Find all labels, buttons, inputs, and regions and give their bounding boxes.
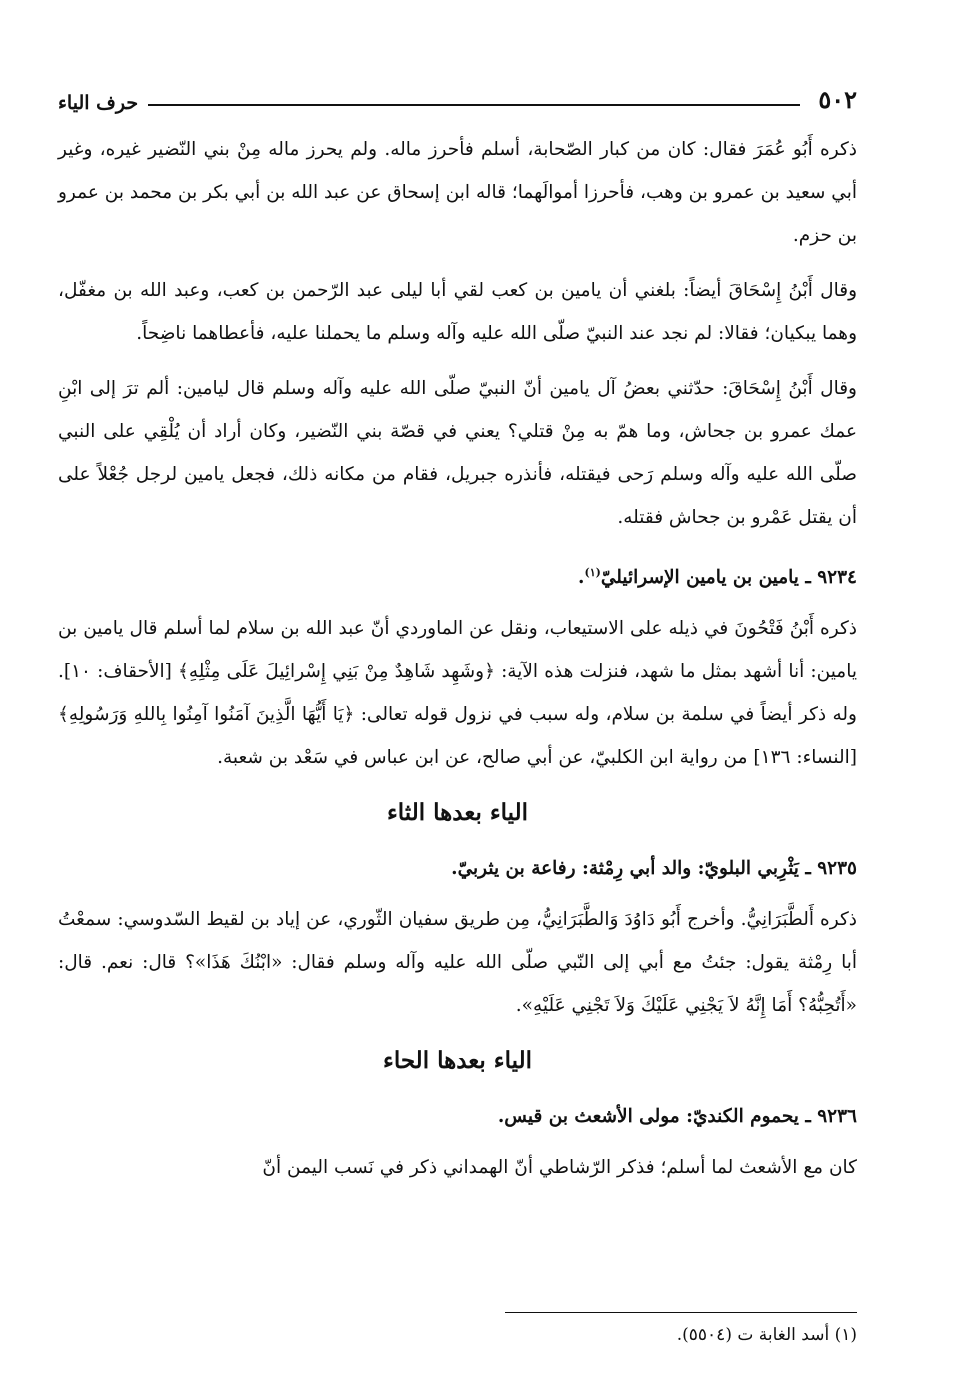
footnote-reference: (١) — [584, 566, 601, 579]
entry-heading-9235: ٩٢٣٥ ـ يَثْرِبي البلويّ: والد أبي رِمْثة: رفاعة بن يثربيّ. — [451, 858, 857, 880]
page-body — [58, 80, 857, 1201]
section-title-ha: الياء بعدها الحاء — [383, 1047, 532, 1075]
entry-text-9234: ذكره أَبْنُ فَتْحُونَ في ذيله على الاستيعاب، ونقل عن الماوردي أنّ عبد الله بن سلام لما أسلم قال يامين بن يامين: أنا أشهد بمثل ما شهد، فنزلت هذه الآية: ﴿وشَهِد شَاهِدٌ مِنْ بَنِي إِسْرائِيلَ عَلَى مِثْلِهِ﴾ [الأحقاف: ١٠]. وله ذكر أيضاً في سلمة بن سلام، وله سبب في نزول قوله تعالى: ﴿يَا أَيُّهَا الَّذِينَ آمَنُوا آمِنُوا بِاللهِ وَرَسُولِهِ﴾ [النساء: ١٣٦] من رواية ابن الكلبيّ، عن أبي صالح، عن ابن عباس في سَعْد بن شعبة. — [58, 618, 857, 769]
paragraph: وقال أَبْنُ إِسْحَاقَ أيضاً: بلغني أن يامين بن كعب لقي أبا ليلى عبد الرّحمن بن كعب، وعبد الله بن مغفّل، وهما يبكيان؛ فقالا: لم نجد عند النبيّ صلّى الله عليه وآله وسلم ما يحملنا عليه، فأعطاهما ناضِحاً. — [58, 280, 857, 344]
footnote-rule — [505, 1312, 857, 1313]
entry-heading-end: . — [578, 567, 585, 589]
page-number: ٥٠٢ — [818, 85, 857, 114]
page-header — [58, 80, 857, 114]
header-rule — [148, 104, 800, 106]
footnote: (١) أسد الغابة ت (٥٥٠٤). — [676, 1325, 857, 1345]
running-title: حرف الياء — [58, 92, 139, 114]
entry-heading-9236: ٩٢٣٦ ـ يحموم الكنديّ: مولى الأشعث بن قيس. — [497, 1106, 857, 1128]
paragraph: وقال أَبْنُ إِسْحَاقَ: حدّثني بعضُ آل يامين أنّ النبيّ صلّى الله عليه وآله وسلم قال ليامين: ألم ترَ إلى ابْنِ عمك عمرو بن جحاش، وما همّ به مِنْ قتلي؟ يعني في قصّة بني النّضير، وكان أراد أن يُلْقِي على النبي صلّى الله عليه وآله وسلم رَحى فيقتله، فأنذره جبريل، فقام من مكانه ذلك، فجعل يامين لرجل جُعْلاً على أن يقتل عَمْرو بن جحاش فقتله. — [58, 378, 857, 528]
paragraph: ذكره أَبُو عُمَرَ فقال: كان من كبار الصّحابة، أسلم فأحرز ماله. ولم يحرز ماله مِنْ بني النّضير غيره، وغير أبي سعيد بن عمرو بن وهب، فأحرزا أموالَهما؛ قاله ابن إسحاق عن عبد الله بن أبي بكر بن محمد بن عمرو بن حزم. — [58, 139, 857, 246]
entry-heading-text: ٩٢٣٤ ـ يامين بن يامين الإسرائيليّ — [600, 567, 857, 589]
entry-text-9236: كان مع الأشعث لما أسلم؛ فذكر الرّشاطي أنّ الهمداني ذكر في نَسب اليمن أنّ — [262, 1157, 857, 1179]
entry-text-9235: ذكره أَلطَّبَرَانِيُّ. وأخرج أَبُو دَاوُدَ وَالطَّبَرَانِيُّ، مِن طريق سفيان الثّوري، عن إياد بن لقيط السّدوسي: سمعْتُ أبا رِمْثة يقول: جئتُ مع أبي إلى النّبي صلّى الله عليه وآله وسلم فقال: «ابْنُكَ هَذَا»؟ قال: نعم. قال: «أَتُحِبُّهُ؟ أَمَا إِنَّهُ لاَ يَجْنِي عَلَيْكَ وَلاَ تَجْنِي عَلَيْهِ». — [58, 909, 857, 1017]
entry-heading-9234 — [58, 551, 857, 599]
section-title-tha: الياء بعدها الثاء — [386, 799, 529, 827]
